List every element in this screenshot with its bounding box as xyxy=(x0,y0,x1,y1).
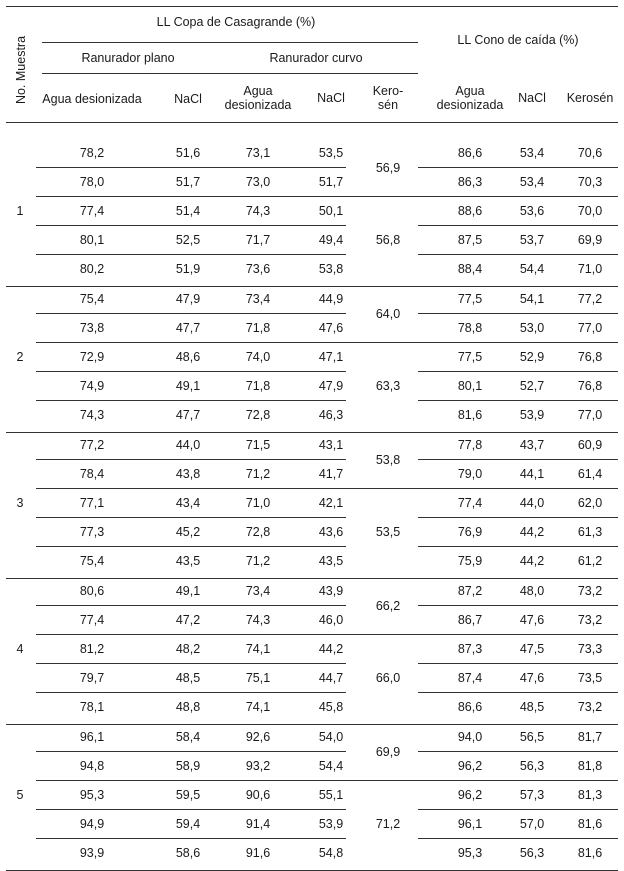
cell-agua-curvo: 73,4 xyxy=(245,584,271,598)
cell-nacl-curvo: 50,1 xyxy=(318,204,344,218)
cell-nacl-curvo: 42,1 xyxy=(318,496,344,510)
cell-nacl-curvo: 54,0 xyxy=(318,730,344,744)
cell-agua-curvo: 91,6 xyxy=(245,846,271,860)
cell-nacl-cono: 47,6 xyxy=(519,613,545,627)
cell-agua-curvo: 74,3 xyxy=(245,613,271,627)
cell-kerosen-cono: 71,0 xyxy=(577,262,603,276)
cell-agua-plano: 77,3 xyxy=(79,525,105,539)
cell-kerosen-cono: 77,2 xyxy=(577,292,603,306)
cell-kerosen-copa: 63,3 xyxy=(375,379,401,393)
cell-agua-plano: 80,2 xyxy=(79,262,105,276)
cell-nacl-plano: 48,2 xyxy=(175,642,201,656)
cell-agua-curvo: 93,2 xyxy=(245,759,271,773)
cell-kerosen-cono: 61,2 xyxy=(577,554,603,568)
cell-agua-plano: 95,3 xyxy=(79,788,105,802)
cell-agua-curvo: 72,8 xyxy=(245,525,271,539)
cell-nacl-plano: 58,9 xyxy=(175,759,201,773)
kerosen-merge-rule xyxy=(346,488,418,489)
sample-id: 4 xyxy=(16,642,24,656)
cell-kerosen-cono: 77,0 xyxy=(577,408,603,422)
sample-id: 1 xyxy=(16,204,24,218)
cell-agua-cono: 79,0 xyxy=(457,467,483,481)
cell-kerosen-copa: 64,0 xyxy=(375,306,401,321)
sample-id: 3 xyxy=(16,496,24,510)
cell-agua-cono: 96,2 xyxy=(457,788,483,802)
cell-nacl-cono: 53,4 xyxy=(519,146,545,160)
cell-agua-cono: 88,4 xyxy=(457,262,483,276)
cell-kerosen-cono: 81,3 xyxy=(577,788,603,802)
cell-agua-plano: 78,2 xyxy=(79,146,105,160)
cell-kerosen-cono: 81,7 xyxy=(577,730,603,744)
row-rule xyxy=(36,634,346,635)
cell-kerosen-copa: 66,0 xyxy=(375,671,401,685)
row-rule xyxy=(36,605,346,606)
cell-nacl-cono: 44,0 xyxy=(519,496,545,510)
cell-agua-cono: 81,6 xyxy=(457,408,483,422)
cell-nacl-cono: 47,5 xyxy=(519,642,545,656)
row-rule xyxy=(418,459,618,460)
cell-nacl-curvo: 43,5 xyxy=(318,554,344,568)
cell-agua-cono: 75,9 xyxy=(457,554,483,568)
col-header-nacl-cono: NaCl xyxy=(518,91,546,105)
row-rule xyxy=(36,196,346,197)
cell-agua-cono: 86,7 xyxy=(457,613,483,627)
row-rule xyxy=(418,634,618,635)
cell-nacl-plano: 48,5 xyxy=(175,671,201,685)
cell-kerosen-cono: 81,6 xyxy=(577,846,603,860)
cell-nacl-plano: 43,8 xyxy=(175,467,201,481)
cell-nacl-cono: 53,7 xyxy=(519,233,545,247)
kerosen-merge-rule xyxy=(346,780,418,781)
cono-header: LL Cono de caída (%) xyxy=(457,33,579,47)
cell-agua-cono: 77,5 xyxy=(457,350,483,364)
row-rule xyxy=(418,838,618,839)
cell-agua-curvo: 72,8 xyxy=(245,408,271,422)
cell-nacl-curvo: 41,7 xyxy=(318,467,344,481)
cell-agua-cono: 87,4 xyxy=(457,671,483,685)
cell-nacl-curvo: 44,2 xyxy=(318,642,344,656)
cell-nacl-cono: 53,9 xyxy=(519,408,545,422)
cell-nacl-cono: 56,3 xyxy=(519,846,545,860)
cell-nacl-plano: 47,9 xyxy=(175,292,201,306)
cell-nacl-curvo: 47,1 xyxy=(318,350,344,364)
row-rule xyxy=(36,546,346,547)
cell-nacl-curvo: 46,3 xyxy=(318,408,344,422)
row-rule xyxy=(36,167,346,168)
cell-agua-curvo: 74,1 xyxy=(245,642,271,656)
cell-agua-curvo: 73,1 xyxy=(245,146,271,160)
cell-nacl-plano: 45,2 xyxy=(175,525,201,539)
cell-agua-plano: 77,2 xyxy=(79,438,105,452)
cell-kerosen-cono: 81,8 xyxy=(577,759,603,773)
cell-nacl-plano: 43,5 xyxy=(175,554,201,568)
copa-header: LL Copa de Casagrande (%) xyxy=(156,15,316,29)
row-rule xyxy=(36,517,346,518)
row-rule xyxy=(418,663,618,664)
row-rule xyxy=(36,371,346,372)
row-rule xyxy=(418,692,618,693)
cell-nacl-cono: 53,0 xyxy=(519,321,545,335)
cell-nacl-curvo: 44,9 xyxy=(318,292,344,306)
cell-nacl-cono: 52,7 xyxy=(519,379,545,393)
cell-nacl-plano: 51,4 xyxy=(175,204,201,218)
row-rule xyxy=(418,488,618,489)
sample-bottom-rule xyxy=(6,286,618,287)
cell-agua-cono: 77,4 xyxy=(457,496,483,510)
cell-nacl-curvo: 49,4 xyxy=(318,233,344,247)
cell-agua-cono: 86,6 xyxy=(457,700,483,714)
cell-agua-curvo: 71,2 xyxy=(245,554,271,568)
cell-nacl-curvo: 43,6 xyxy=(318,525,344,539)
cell-nacl-cono: 44,2 xyxy=(519,525,545,539)
row-rule xyxy=(418,780,618,781)
cell-agua-plano: 74,9 xyxy=(79,379,105,393)
cell-nacl-cono: 48,0 xyxy=(519,584,545,598)
cell-nacl-cono: 53,4 xyxy=(519,175,545,189)
cell-nacl-curvo: 53,9 xyxy=(318,817,344,831)
cell-agua-cono: 96,2 xyxy=(457,759,483,773)
cell-kerosen-cono: 73,3 xyxy=(577,642,603,656)
cell-kerosen-cono: 81,6 xyxy=(577,817,603,831)
cell-kerosen-cono: 76,8 xyxy=(577,350,603,364)
plano-subgroup-rule xyxy=(42,73,222,74)
cell-kerosen-copa: 56,8 xyxy=(375,233,401,247)
cell-agua-cono: 77,5 xyxy=(457,292,483,306)
cell-nacl-plano: 58,6 xyxy=(175,846,201,860)
cell-nacl-plano: 47,2 xyxy=(175,613,201,627)
cell-nacl-curvo: 43,9 xyxy=(318,584,344,598)
cell-nacl-plano: 43,4 xyxy=(175,496,201,510)
cell-agua-curvo: 92,6 xyxy=(245,730,271,744)
row-rule xyxy=(418,605,618,606)
cell-agua-curvo: 71,0 xyxy=(245,496,271,510)
curvo-subgroup-rule xyxy=(222,73,418,74)
plano-header: Ranurador plano xyxy=(81,51,175,65)
cell-kerosen-cono: 60,9 xyxy=(577,438,603,452)
cell-agua-plano: 77,4 xyxy=(79,613,105,627)
cell-nacl-plano: 48,6 xyxy=(175,350,201,364)
cell-kerosen-cono: 69,9 xyxy=(577,233,603,247)
cell-agua-curvo: 74,3 xyxy=(245,204,271,218)
row-rule xyxy=(418,167,618,168)
cell-nacl-cono: 57,0 xyxy=(519,817,545,831)
cell-nacl-curvo: 46,0 xyxy=(318,613,344,627)
cell-kerosen-cono: 76,8 xyxy=(577,379,603,393)
cell-nacl-plano: 49,1 xyxy=(175,379,201,393)
cell-agua-cono: 86,6 xyxy=(457,146,483,160)
col-header-agua-curvo: Agua desionizada xyxy=(224,84,292,112)
cell-kerosen-cono: 61,3 xyxy=(577,525,603,539)
cell-nacl-plano: 51,6 xyxy=(175,146,201,160)
kerosen-merge-rule xyxy=(346,196,418,197)
cell-nacl-cono: 53,6 xyxy=(519,204,545,218)
muestra-header: No. Muestra xyxy=(14,35,28,105)
row-rule xyxy=(36,400,346,401)
cell-kerosen-cono: 73,2 xyxy=(577,700,603,714)
cell-agua-curvo: 71,8 xyxy=(245,321,271,335)
cell-nacl-cono: 43,7 xyxy=(519,438,545,452)
cell-agua-cono: 95,3 xyxy=(457,846,483,860)
cell-kerosen-copa: 53,5 xyxy=(375,525,401,539)
cell-nacl-curvo: 45,8 xyxy=(318,700,344,714)
cell-agua-cono: 96,1 xyxy=(457,817,483,831)
cell-nacl-curvo: 43,1 xyxy=(318,438,344,452)
cell-nacl-curvo: 47,6 xyxy=(318,321,344,335)
cell-agua-curvo: 74,0 xyxy=(245,350,271,364)
kerosen-merge-rule xyxy=(346,634,418,635)
cell-agua-plano: 79,7 xyxy=(79,671,105,685)
cell-nacl-curvo: 47,9 xyxy=(318,379,344,393)
sample-bottom-rule xyxy=(6,578,618,579)
cell-nacl-curvo: 55,1 xyxy=(318,788,344,802)
row-rule xyxy=(36,459,346,460)
cell-kerosen-cono: 70,0 xyxy=(577,204,603,218)
cell-agua-plano: 78,4 xyxy=(79,467,105,481)
cell-nacl-cono: 56,3 xyxy=(519,759,545,773)
col-header-nacl-curvo: NaCl xyxy=(317,91,345,105)
cell-nacl-plano: 51,7 xyxy=(175,175,201,189)
cell-agua-plano: 78,0 xyxy=(79,175,105,189)
cell-agua-plano: 75,4 xyxy=(79,554,105,568)
cell-nacl-curvo: 53,8 xyxy=(318,262,344,276)
cell-nacl-cono: 54,4 xyxy=(519,262,545,276)
row-rule xyxy=(36,751,346,752)
row-rule xyxy=(36,663,346,664)
cell-nacl-plano: 44,0 xyxy=(175,438,201,452)
row-rule xyxy=(36,838,346,839)
cell-nacl-plano: 49,1 xyxy=(175,584,201,598)
row-rule xyxy=(418,546,618,547)
col-header-kerosen-cono: Kerosén xyxy=(566,91,614,105)
cell-nacl-curvo: 51,7 xyxy=(318,175,344,189)
cell-agua-plano: 94,9 xyxy=(79,817,105,831)
cell-agua-plano: 72,9 xyxy=(79,350,105,364)
cell-nacl-plano: 47,7 xyxy=(175,321,201,335)
cell-nacl-curvo: 53,5 xyxy=(318,146,344,160)
cell-kerosen-copa: 66,2 xyxy=(375,598,401,613)
cell-nacl-plano: 48,8 xyxy=(175,700,201,714)
cell-nacl-plano: 59,4 xyxy=(175,817,201,831)
cell-agua-plano: 75,4 xyxy=(79,292,105,306)
cell-nacl-cono: 44,1 xyxy=(519,467,545,481)
ll-results-table xyxy=(6,6,618,860)
cell-nacl-cono: 48,5 xyxy=(519,700,545,714)
cell-nacl-plano: 59,5 xyxy=(175,788,201,802)
row-rule xyxy=(418,254,618,255)
cell-agua-cono: 87,5 xyxy=(457,233,483,247)
cell-nacl-cono: 44,2 xyxy=(519,554,545,568)
row-rule xyxy=(418,371,618,372)
kerosen-merge-rule xyxy=(346,342,418,343)
cell-kerosen-cono: 62,0 xyxy=(577,496,603,510)
row-rule xyxy=(36,692,346,693)
cell-agua-curvo: 90,6 xyxy=(245,788,271,802)
cell-agua-cono: 87,2 xyxy=(457,584,483,598)
cell-nacl-curvo: 54,4 xyxy=(318,759,344,773)
cell-agua-plano: 77,4 xyxy=(79,204,105,218)
cell-agua-plano: 74,3 xyxy=(79,408,105,422)
col-header-nacl-plano: NaCl xyxy=(174,92,202,106)
cell-agua-cono: 86,3 xyxy=(457,175,483,189)
cell-agua-curvo: 71,5 xyxy=(245,438,271,452)
cell-kerosen-cono: 70,3 xyxy=(577,175,603,189)
col-header-kerosen-copa: Kero-sén xyxy=(372,84,404,112)
cell-nacl-cono: 52,9 xyxy=(519,350,545,364)
cell-agua-curvo: 74,1 xyxy=(245,700,271,714)
cell-nacl-cono: 56,5 xyxy=(519,730,545,744)
cell-agua-plano: 77,1 xyxy=(79,496,105,510)
cell-kerosen-copa: 56,9 xyxy=(375,160,401,175)
row-rule xyxy=(36,809,346,810)
cell-agua-plano: 78,1 xyxy=(79,700,105,714)
cell-kerosen-cono: 73,5 xyxy=(577,671,603,685)
row-rule xyxy=(36,225,346,226)
cell-agua-curvo: 91,4 xyxy=(245,817,271,831)
col-header-agua-plano: Agua desionizada xyxy=(42,92,142,106)
cell-nacl-cono: 47,6 xyxy=(519,671,545,685)
row-rule xyxy=(36,342,346,343)
cell-agua-cono: 76,9 xyxy=(457,525,483,539)
cell-agua-cono: 88,6 xyxy=(457,204,483,218)
cell-agua-cono: 80,1 xyxy=(457,379,483,393)
cell-agua-plano: 96,1 xyxy=(79,730,105,744)
row-rule xyxy=(418,809,618,810)
cell-agua-plano: 80,1 xyxy=(79,233,105,247)
header-bottom-rule xyxy=(6,122,618,123)
curvo-header: Ranurador curvo xyxy=(269,51,363,65)
row-rule xyxy=(36,488,346,489)
cell-agua-plano: 93,9 xyxy=(79,846,105,860)
cell-agua-curvo: 71,2 xyxy=(245,467,271,481)
row-rule xyxy=(418,751,618,752)
cell-kerosen-cono: 73,2 xyxy=(577,584,603,598)
cell-agua-cono: 94,0 xyxy=(457,730,483,744)
cell-agua-cono: 78,8 xyxy=(457,321,483,335)
cell-agua-cono: 87,3 xyxy=(457,642,483,656)
cell-agua-curvo: 73,4 xyxy=(245,292,271,306)
cell-nacl-curvo: 44,7 xyxy=(318,671,344,685)
cell-agua-curvo: 71,7 xyxy=(245,233,271,247)
row-rule xyxy=(36,313,346,314)
cell-kerosen-copa: 53,8 xyxy=(375,452,401,467)
table-top-rule xyxy=(6,6,618,7)
cell-nacl-plano: 52,5 xyxy=(175,233,201,247)
cell-agua-cono: 77,8 xyxy=(457,438,483,452)
row-rule xyxy=(418,342,618,343)
copa-group-rule xyxy=(42,42,418,43)
cell-nacl-plano: 51,9 xyxy=(175,262,201,276)
cell-agua-curvo: 73,6 xyxy=(245,262,271,276)
cell-kerosen-cono: 73,2 xyxy=(577,613,603,627)
cell-agua-plano: 81,2 xyxy=(79,642,105,656)
row-rule xyxy=(418,196,618,197)
cell-kerosen-copa: 69,9 xyxy=(375,744,401,759)
sample-id: 2 xyxy=(16,350,24,364)
sample-bottom-rule xyxy=(6,724,618,725)
cell-nacl-plano: 47,7 xyxy=(175,408,201,422)
row-rule xyxy=(418,400,618,401)
row-rule xyxy=(418,517,618,518)
cell-kerosen-cono: 77,0 xyxy=(577,321,603,335)
cell-nacl-plano: 58,4 xyxy=(175,730,201,744)
cell-kerosen-copa: 71,2 xyxy=(375,817,401,831)
cell-kerosen-cono: 70,6 xyxy=(577,146,603,160)
sample-id: 5 xyxy=(16,788,24,802)
cell-nacl-cono: 54,1 xyxy=(519,292,545,306)
sample-bottom-rule xyxy=(6,870,618,871)
row-rule xyxy=(418,225,618,226)
cell-nacl-cono: 57,3 xyxy=(519,788,545,802)
row-rule xyxy=(418,313,618,314)
cell-agua-curvo: 73,0 xyxy=(245,175,271,189)
col-header-agua-cono: Agua desionizada xyxy=(436,84,504,112)
row-rule xyxy=(36,254,346,255)
cell-nacl-curvo: 54,8 xyxy=(318,846,344,860)
row-rule xyxy=(36,780,346,781)
cell-kerosen-cono: 61,4 xyxy=(577,467,603,481)
sample-bottom-rule xyxy=(6,432,618,433)
cell-agua-plano: 80,6 xyxy=(79,584,105,598)
cell-agua-curvo: 75,1 xyxy=(245,671,271,685)
cell-agua-plano: 94,8 xyxy=(79,759,105,773)
cell-agua-plano: 73,8 xyxy=(79,321,105,335)
cell-agua-curvo: 71,8 xyxy=(245,379,271,393)
